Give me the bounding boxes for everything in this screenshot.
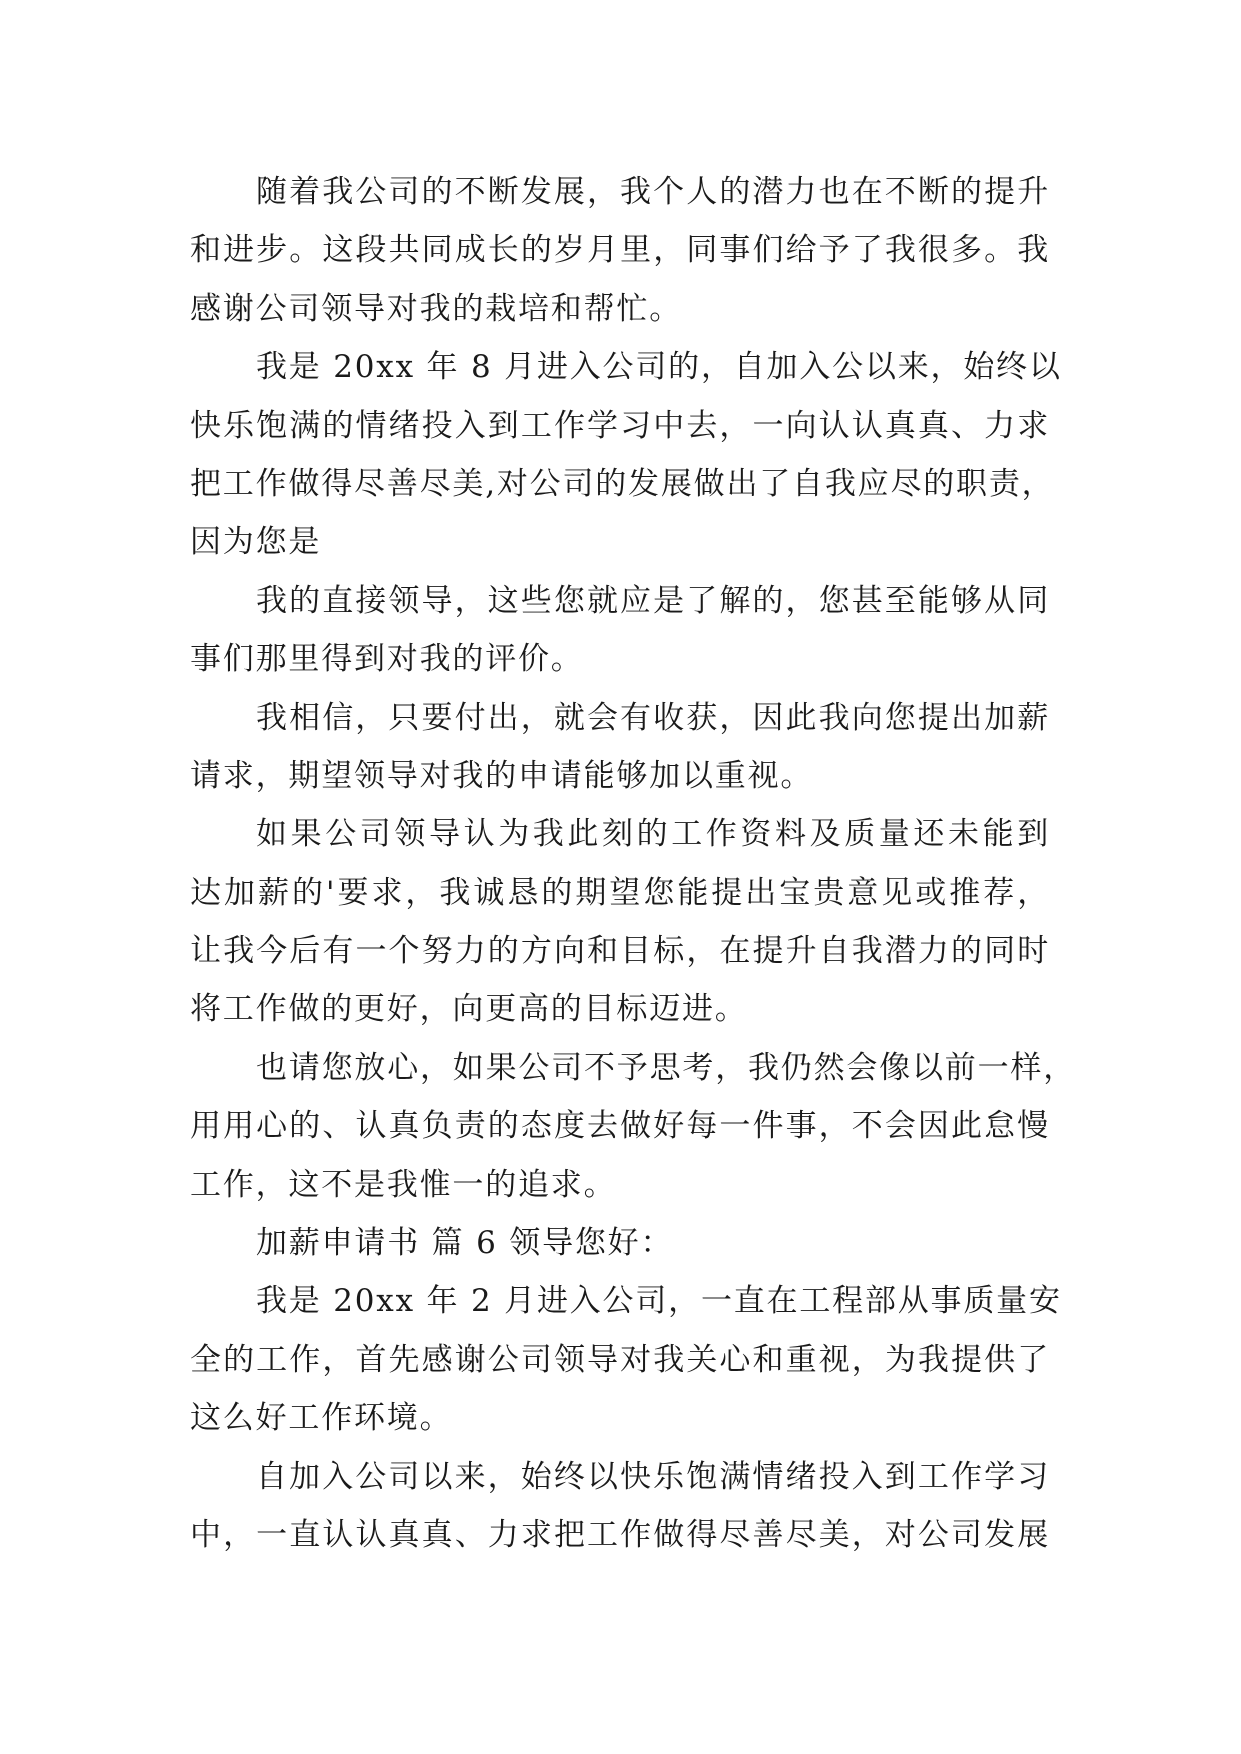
document-body [190, 163, 1076, 1564]
text-line: 中，一直认认真真、力求把工作做得尽善尽美，对公司发展 [190, 1516, 1050, 1553]
paragraph-5 [190, 805, 1050, 1039]
text-line: 和进步。这段共同成长的岁月里，同事们给予了我很多。我 [190, 232, 1050, 269]
text-line: 感谢公司领导对我的栽培和帮忙。 [190, 290, 682, 327]
paragraph-6 [190, 1039, 1076, 1214]
text-line: 全的工作，首先感谢公司领导对我关心和重视，为我提供了 [190, 1341, 1050, 1378]
text-line: 把工作做得尽善尽美,对公司的发展做出了自我应尽的职责， [190, 465, 1055, 502]
paragraph-3 [190, 572, 1050, 689]
text-line: 工作，这不是我惟一的追求。 [190, 1166, 617, 1203]
text-line: 这么好工作环境。 [190, 1400, 453, 1437]
text-line: 事们那里得到对我的评价。 [190, 641, 584, 678]
paragraph-7 [190, 1214, 1050, 1272]
text-line: 也请您放心，如果公司不予思考，我仍然会像以前一样， [256, 1049, 1076, 1086]
text-line: 我是 20xx 年 2 月进入公司，一直在工程部从事质量安 [256, 1283, 1062, 1320]
text-line: 我的直接领导，这些您就应是了解的，您甚至能够从同 [256, 582, 1050, 619]
paragraph-4 [190, 689, 1050, 806]
text-line: 自加入公司以来，始终以快乐饱满情绪投入到工作学习 [256, 1458, 1050, 1495]
text-line: 用用心的、认真负责的态度去做好每一件事，不会因此怠慢 [190, 1108, 1050, 1145]
paragraph-1 [190, 163, 1050, 338]
text-line: 快乐饱满的情绪投入到工作学习中去，一向认认真真、力求 [190, 407, 1050, 444]
text-line: 如果公司领导认为我此刻的工作资料及质量还未能到 [256, 816, 1050, 853]
text-line: 我相信，只要付出，就会有收获，因此我向您提出加薪 [256, 699, 1050, 736]
text-line: 因为您是 [190, 524, 322, 561]
paragraph-9 [190, 1448, 1050, 1565]
text-line: 将工作做的更好，向更高的目标迈进。 [190, 991, 748, 1028]
text-line: 加薪申请书 篇 6 领导您好： [256, 1225, 674, 1262]
text-line: 让我今后有一个努力的方向和目标，在提升自我潜力的同时 [190, 933, 1050, 970]
text-line: 达加薪的'要求，我诚恳的期望您能提出宝贵意见或推荐， [190, 874, 1050, 911]
text-line: 随着我公司的不断发展，我个人的潜力也在不断的提升 [256, 174, 1050, 210]
text-line: 我是 20xx 年 8 月进入公司的，自加入公以来，始终以 [256, 349, 1062, 386]
text-line: 请求，期望领导对我的申请能够加以重视。 [190, 757, 814, 794]
paragraph-8 [190, 1272, 1062, 1447]
paragraph-2 [190, 338, 1062, 572]
